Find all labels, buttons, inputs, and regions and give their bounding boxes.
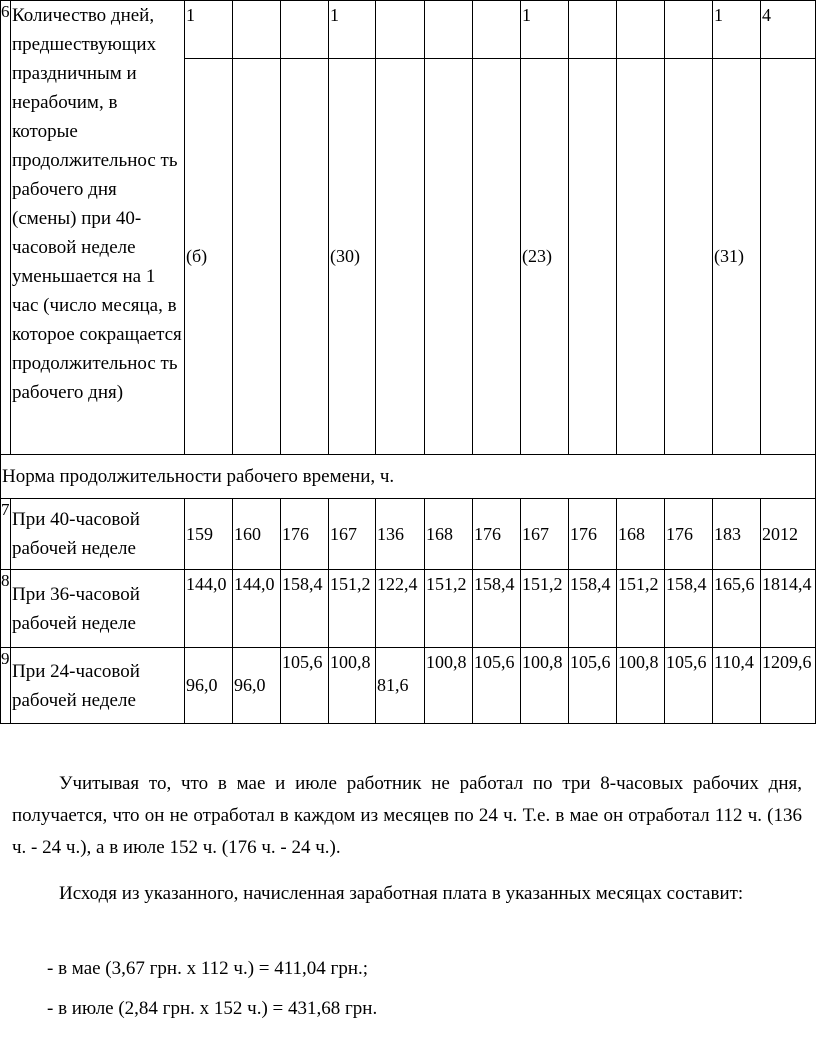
paragraph-july-salary: - в июле (2,84 грн. х 152 ч.) = 431,68 грн. — [47, 998, 378, 1019]
table-cell: 110,4 — [713, 648, 761, 724]
table-cell — [425, 59, 473, 455]
table-cell: (31) — [713, 59, 761, 455]
table-cell: 151,2 — [425, 570, 473, 648]
table-cell: 168 — [617, 499, 665, 570]
table-cell: 96,0 — [185, 648, 233, 724]
table-cell — [569, 1, 617, 59]
table-cell: 1 — [521, 1, 569, 59]
table-cell — [425, 1, 473, 59]
table-cell: 176 — [281, 499, 329, 570]
table-cell — [233, 59, 281, 455]
table-cell: 100,8 — [425, 648, 473, 724]
table-cell: 1814,4 — [761, 570, 816, 648]
table-cell: 100,8 — [617, 648, 665, 724]
table-cell — [569, 59, 617, 455]
table-cell: 183 — [713, 499, 761, 570]
table-cell: 105,6 — [281, 648, 329, 724]
row-label: Количество дней, предшествующих праздничным и нерабочим, в которые продолжительнос ть рабочего дня (смены) при 40-часовой неделе уменьшается на 1 час (число месяца, в которое сокращается продолжительнос ть рабочего дня) — [11, 1, 185, 455]
table-cell: 167 — [329, 499, 376, 570]
table-cell: 2012 — [761, 499, 816, 570]
paragraph-salary-intro: Исходя из указанного, начисленная заработная плата в указанных месяцах составит: — [59, 883, 744, 904]
table-cell: 168 — [425, 499, 473, 570]
table-cell — [376, 1, 425, 59]
table-cell: 81,6 — [376, 648, 425, 724]
table-cell — [473, 1, 521, 59]
table-cell: 176 — [473, 499, 521, 570]
table-cell: 136 — [376, 499, 425, 570]
table-cell — [281, 1, 329, 59]
table-cell — [281, 59, 329, 455]
table-cell — [473, 59, 521, 455]
table-cell: 151,2 — [617, 570, 665, 648]
table-cell: 105,6 — [665, 648, 713, 724]
table-cell: 100,8 — [329, 648, 376, 724]
row-label: При 24-часовой рабочей неделе — [11, 648, 185, 724]
table-cell: 1209,6 — [761, 648, 816, 724]
table-cell — [665, 1, 713, 59]
table-cell: 100,8 — [521, 648, 569, 724]
row-7 — [1, 499, 816, 570]
table-cell: (б) — [185, 59, 233, 455]
row-number: 6 — [1, 1, 11, 455]
table-cell: (23) — [521, 59, 569, 455]
table-cell: 160 — [233, 499, 281, 570]
table-cell: 158,4 — [281, 570, 329, 648]
table-cell: 144,0 — [233, 570, 281, 648]
row-number: 9 — [1, 648, 11, 724]
table-cell: 151,2 — [521, 570, 569, 648]
table-cell: 158,4 — [473, 570, 521, 648]
table-cell: 4 — [761, 1, 816, 59]
paragraph-worked-hours: Учитывая то, что в мае и июле работник не работал по три 8-часовых рабочих дня, получается, что он не отработал в каждом из месяцев по 24 ч. Т.е. в мае он отработал 112 ч. (136 ч. - 24 ч.), а в июле 152 ч. (176 ч. - 24 ч.). — [12, 773, 802, 858]
row-9 — [1, 648, 816, 724]
table-cell — [665, 59, 713, 455]
table-cell — [233, 1, 281, 59]
table-cell: 144,0 — [185, 570, 233, 648]
paragraph-may-salary: - в мае (3,67 грн. х 112 ч.) = 411,04 грн.; — [47, 958, 369, 979]
table-cell: 1 — [185, 1, 233, 59]
table-cell: 105,6 — [473, 648, 521, 724]
table-cell — [376, 59, 425, 455]
table-cell: 159 — [185, 499, 233, 570]
table-cell: 165,6 — [713, 570, 761, 648]
section-header-row — [1, 455, 816, 499]
section-header: Норма продолжительности рабочего времени, ч. — [1, 455, 816, 499]
table-cell: 96,0 — [233, 648, 281, 724]
row-number: 8 — [1, 570, 11, 648]
row-8 — [1, 570, 816, 648]
table-cell: (30) — [329, 59, 376, 455]
table-cell: 176 — [569, 499, 617, 570]
row-label: При 40-часовой рабочей неделе — [11, 499, 185, 570]
table-cell: 158,4 — [569, 570, 617, 648]
table-cell: 158,4 — [665, 570, 713, 648]
table-cell: 1 — [713, 1, 761, 59]
table-cell: 176 — [665, 499, 713, 570]
table-cell: 151,2 — [329, 570, 376, 648]
table-cell: 167 — [521, 499, 569, 570]
table-cell — [617, 1, 665, 59]
table-cell: 1 — [329, 1, 376, 59]
table-cell — [761, 59, 816, 455]
table-cell: 105,6 — [569, 648, 617, 724]
row-number: 7 — [1, 499, 11, 570]
table-cell — [617, 59, 665, 455]
row-6-top — [1, 1, 816, 59]
row-label: При 36-часовой рабочей неделе — [11, 570, 185, 648]
table-cell: 122,4 — [376, 570, 425, 648]
